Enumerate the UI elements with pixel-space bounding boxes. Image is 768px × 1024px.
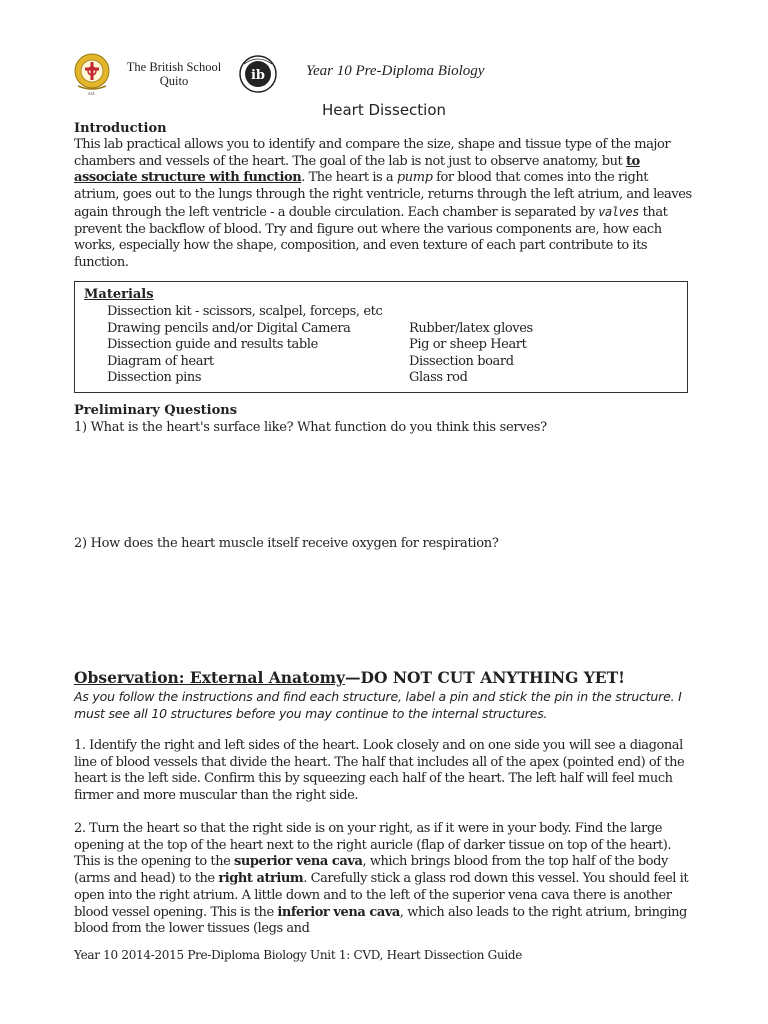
intro-text-2: . The heart is a <box>301 170 397 186</box>
observation-heading-title: Observation: External Anatomy <box>74 668 346 687</box>
step2-text-a: 2. Turn the heart so that the right side is on your right, as if it were in your body. Find the large opening at the top of the heart next to the right auricle (flap of darker tissue on top of the heart). This is the opening to the <box>74 821 672 870</box>
material-item: Dissection board <box>409 353 514 369</box>
step2-inferior-vena-cava: inferior vena cava <box>277 904 400 920</box>
step2-text-b: , which brings blood from the top half of the body (arms and head) to the <box>74 854 668 887</box>
material-item: Drawing pencils and/or Digital Camera <box>107 320 351 336</box>
observation-step-2 <box>74 821 696 938</box>
svg-text:ib: ib <box>250 68 266 83</box>
school-name-line1: The British School <box>126 60 222 74</box>
intro-pump-word: pump <box>396 170 433 186</box>
introduction-heading: Introduction <box>74 121 167 136</box>
document-title: Heart Dissection <box>321 101 447 119</box>
material-item: Diagram of heart <box>107 353 214 369</box>
intro-text-1: This lab practical allows you to identify and compare the size, shape and tissue type of the major chambers and vessels of the heart. The goal of the lab is not just to observe anatomy, but <box>74 137 671 169</box>
material-item: Dissection guide and results table <box>107 337 318 352</box>
observation-step-1: 1. Identify the right and left sides of the heart. Look closely and on one side you will see a diagonal line of blood vessels that divide the heart. The half that includes all of the apex (pointed end) of the heart is the left side. Confirm this by squeezing each half of the heart. The left half will feel much firmer and more muscular than the right side. <box>74 738 685 804</box>
school-name-line2: Quito <box>159 74 189 88</box>
materials-box <box>74 281 688 393</box>
intro-valves-word: valves <box>598 204 639 219</box>
intro-text-4: that prevent the backflow of blood. Try and figure out where the various components are, how each works, especially how the shape, composition, and even texture of each part contribute to its function. <box>74 204 668 270</box>
school-crest-logo <box>72 52 112 96</box>
preliminary-question-1: 1) What is the heart's surface like? What function do you think this serves? <box>74 420 547 435</box>
preliminary-questions-heading: Preliminary Questions <box>74 403 238 418</box>
introduction-paragraph <box>74 137 696 272</box>
step2-text-d: , which also leads to the right atrium, bringing blood from the lower tissues (legs and <box>74 904 687 937</box>
intro-text-3: for blood that comes into the right atrium, goes out to the lungs through the right ventricle, returns through the left atrium, and leaves again through the left ventricle - a double circulation. Each chamber is separated by <box>74 170 692 220</box>
material-item: Glass rod <box>409 370 468 385</box>
observation-heading <box>74 668 625 687</box>
document-header <box>72 50 712 98</box>
course-title: Year 10 Pre-Diploma Biology <box>306 63 485 79</box>
material-item: Pig or sheep Heart <box>409 337 527 352</box>
ib-world-school-logo <box>236 54 280 94</box>
step2-superior-vena-cava: superior vena cava <box>234 854 363 870</box>
materials-title: Materials <box>84 287 154 302</box>
material-item: Dissection pins <box>107 370 202 385</box>
observation-heading-warning: —DO NOT CUT ANYTHING YET! <box>345 668 625 687</box>
observation-instructions: As you follow the instructions and find each structure, label a pin and stick the pin in the structure. I must see all 10 structures before you may continue to the internal structures. <box>74 689 682 721</box>
step2-right-atrium: right atrium <box>218 871 304 887</box>
step2-text-c: . Carefully stick a glass rod down this vessel. You should feel it open into the right atrium. A little down and to the left of the superior vena cava there is another blood vessel opening. This is the <box>74 871 689 920</box>
page-footer: Year 10 2014-2015 Pre-Diploma Biology Unit 1: CVD, Heart Dissection Guide <box>74 948 523 962</box>
preliminary-question-2: 2) How does the heart muscle itself receive oxygen for respiration? <box>74 536 499 551</box>
material-item: Rubber/latex gloves <box>409 320 533 336</box>
school-name <box>116 60 232 88</box>
material-item: Dissection kit - scissors, scalpel, forceps, etc <box>107 304 383 319</box>
intro-emphasis: to associate structure with function <box>74 153 640 186</box>
svg-text:est.: est. <box>88 91 96 96</box>
